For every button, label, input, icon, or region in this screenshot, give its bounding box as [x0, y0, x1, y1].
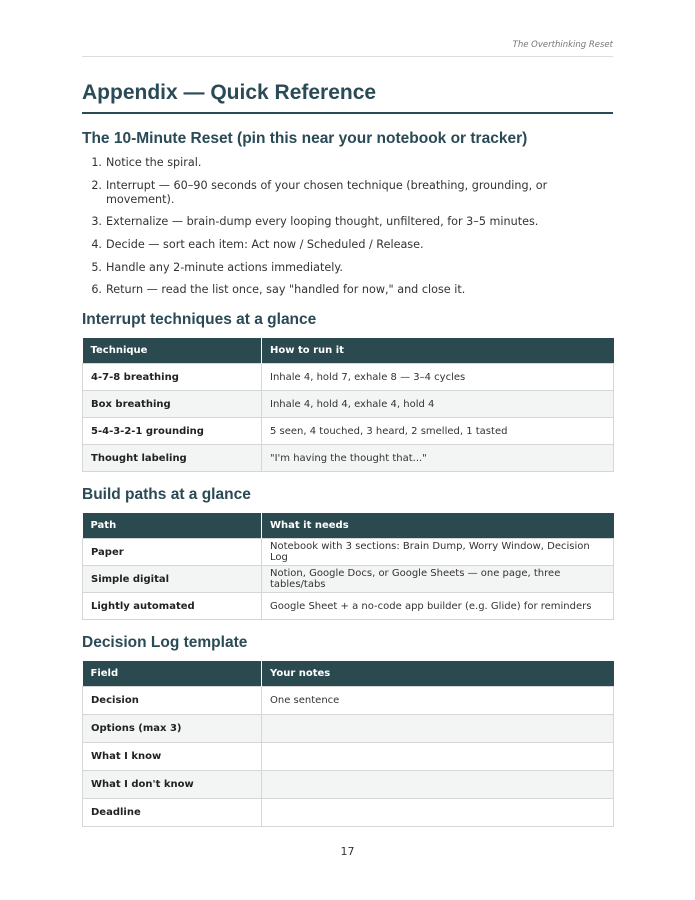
build-table	[82, 513, 614, 620]
step-number: 1.	[91, 156, 102, 169]
table-cell: "I'm having the thought that..."	[262, 445, 614, 472]
page-content	[82, 80, 613, 827]
table-header-row	[83, 513, 614, 539]
header-rule	[82, 56, 613, 57]
table-cell: Inhale 4, hold 7, exhale 8 — 3–4 cycles	[262, 364, 614, 391]
page-title: Appendix — Quick Reference	[82, 80, 613, 114]
step-text: Notice the spiral.	[106, 156, 202, 169]
table-row	[83, 771, 614, 799]
table-cell-key: Thought labeling	[83, 445, 262, 472]
step-number: 3.	[91, 215, 102, 229]
step-text: Interrupt — 60–90 seconds of your chosen technique (breathing, grounding, or movement).	[106, 178, 548, 206]
column-header: How to run it	[262, 338, 614, 364]
column-header: Field	[83, 661, 262, 687]
column-header: Path	[83, 513, 262, 539]
reset-heading: The 10-Minute Reset (pin this near your notebook or tracker)	[82, 130, 528, 147]
table-row	[83, 593, 614, 620]
interrupt-table	[82, 338, 614, 472]
table-cell-key: Lightly automated	[83, 593, 262, 620]
step-number: 2.	[91, 178, 102, 192]
table-row	[83, 799, 614, 827]
table-cell-key: Paper	[83, 539, 262, 566]
table-cell: Notion, Google Docs, or Google Sheets — one page, three tables/tabs	[262, 566, 614, 593]
step-number: 4.	[91, 238, 102, 252]
column-header: Your notes	[262, 661, 614, 687]
table-row	[83, 391, 614, 418]
table-cell-key: What I don't know	[83, 771, 262, 799]
table-cell: Notebook with 3 sections: Brain Dump, Worry Window, Decision Log	[262, 539, 614, 566]
table-cell	[262, 715, 614, 743]
table-cell-key: Simple digital	[83, 566, 262, 593]
list-item	[82, 156, 613, 170]
table-header-row	[83, 338, 614, 364]
step-text: Handle any 2-minute actions immediately.	[106, 260, 343, 274]
table-row	[83, 539, 614, 566]
table-header-row	[83, 661, 614, 687]
interrupt-heading: Interrupt techniques at a glance	[82, 311, 317, 329]
table-cell-key: Options (max 3)	[83, 715, 262, 743]
table-cell	[262, 799, 614, 827]
table-cell-key: Box breathing	[83, 391, 262, 418]
table-row	[83, 566, 614, 593]
step-text: Decide — sort each item: Act now / Scheduled / Release.	[106, 238, 424, 252]
step-number: 5.	[91, 260, 102, 274]
list-item	[82, 261, 613, 275]
table-row	[83, 743, 614, 771]
table-row	[83, 364, 614, 391]
table-cell: 5 seen, 4 touched, 3 heard, 2 smelled, 1 tasted	[262, 418, 614, 445]
table-row	[83, 687, 614, 715]
table-cell-key: Decision	[83, 687, 262, 715]
table-cell-key: What I know	[83, 743, 262, 771]
table-cell	[262, 743, 614, 771]
decision-log-heading: Decision Log template	[82, 634, 248, 652]
table-cell-key: 5-4-3-2-1 grounding	[83, 418, 262, 445]
step-text: Return — read the list once, say "handled for now," and close it.	[106, 283, 466, 297]
running-header: The Overthinking Reset	[512, 40, 613, 50]
table-cell-key: 4-7-8 breathing	[83, 364, 262, 391]
list-item	[82, 179, 613, 207]
table-row	[83, 445, 614, 472]
table-cell-key: Deadline	[83, 799, 262, 827]
reset-steps-list	[82, 156, 613, 297]
table-row	[83, 715, 614, 743]
decision-log-table	[82, 661, 614, 827]
table-cell	[262, 771, 614, 799]
list-item	[82, 238, 613, 252]
build-heading: Build paths at a glance	[82, 486, 251, 504]
column-header: Technique	[83, 338, 262, 364]
page-number: 17	[340, 845, 355, 858]
step-text: Externalize — brain-dump every looping thought, unfiltered, for 3–5 minutes.	[106, 215, 539, 229]
table-cell: Google Sheet + a no-code app builder (e.g. Glide) for reminders	[262, 593, 614, 620]
table-cell: Inhale 4, hold 4, exhale 4, hold 4	[262, 391, 614, 418]
list-item	[82, 215, 613, 229]
column-header: What it needs	[262, 513, 614, 539]
list-item	[82, 283, 613, 297]
step-number: 6.	[91, 283, 102, 297]
table-row	[83, 418, 614, 445]
table-cell: One sentence	[262, 687, 614, 715]
